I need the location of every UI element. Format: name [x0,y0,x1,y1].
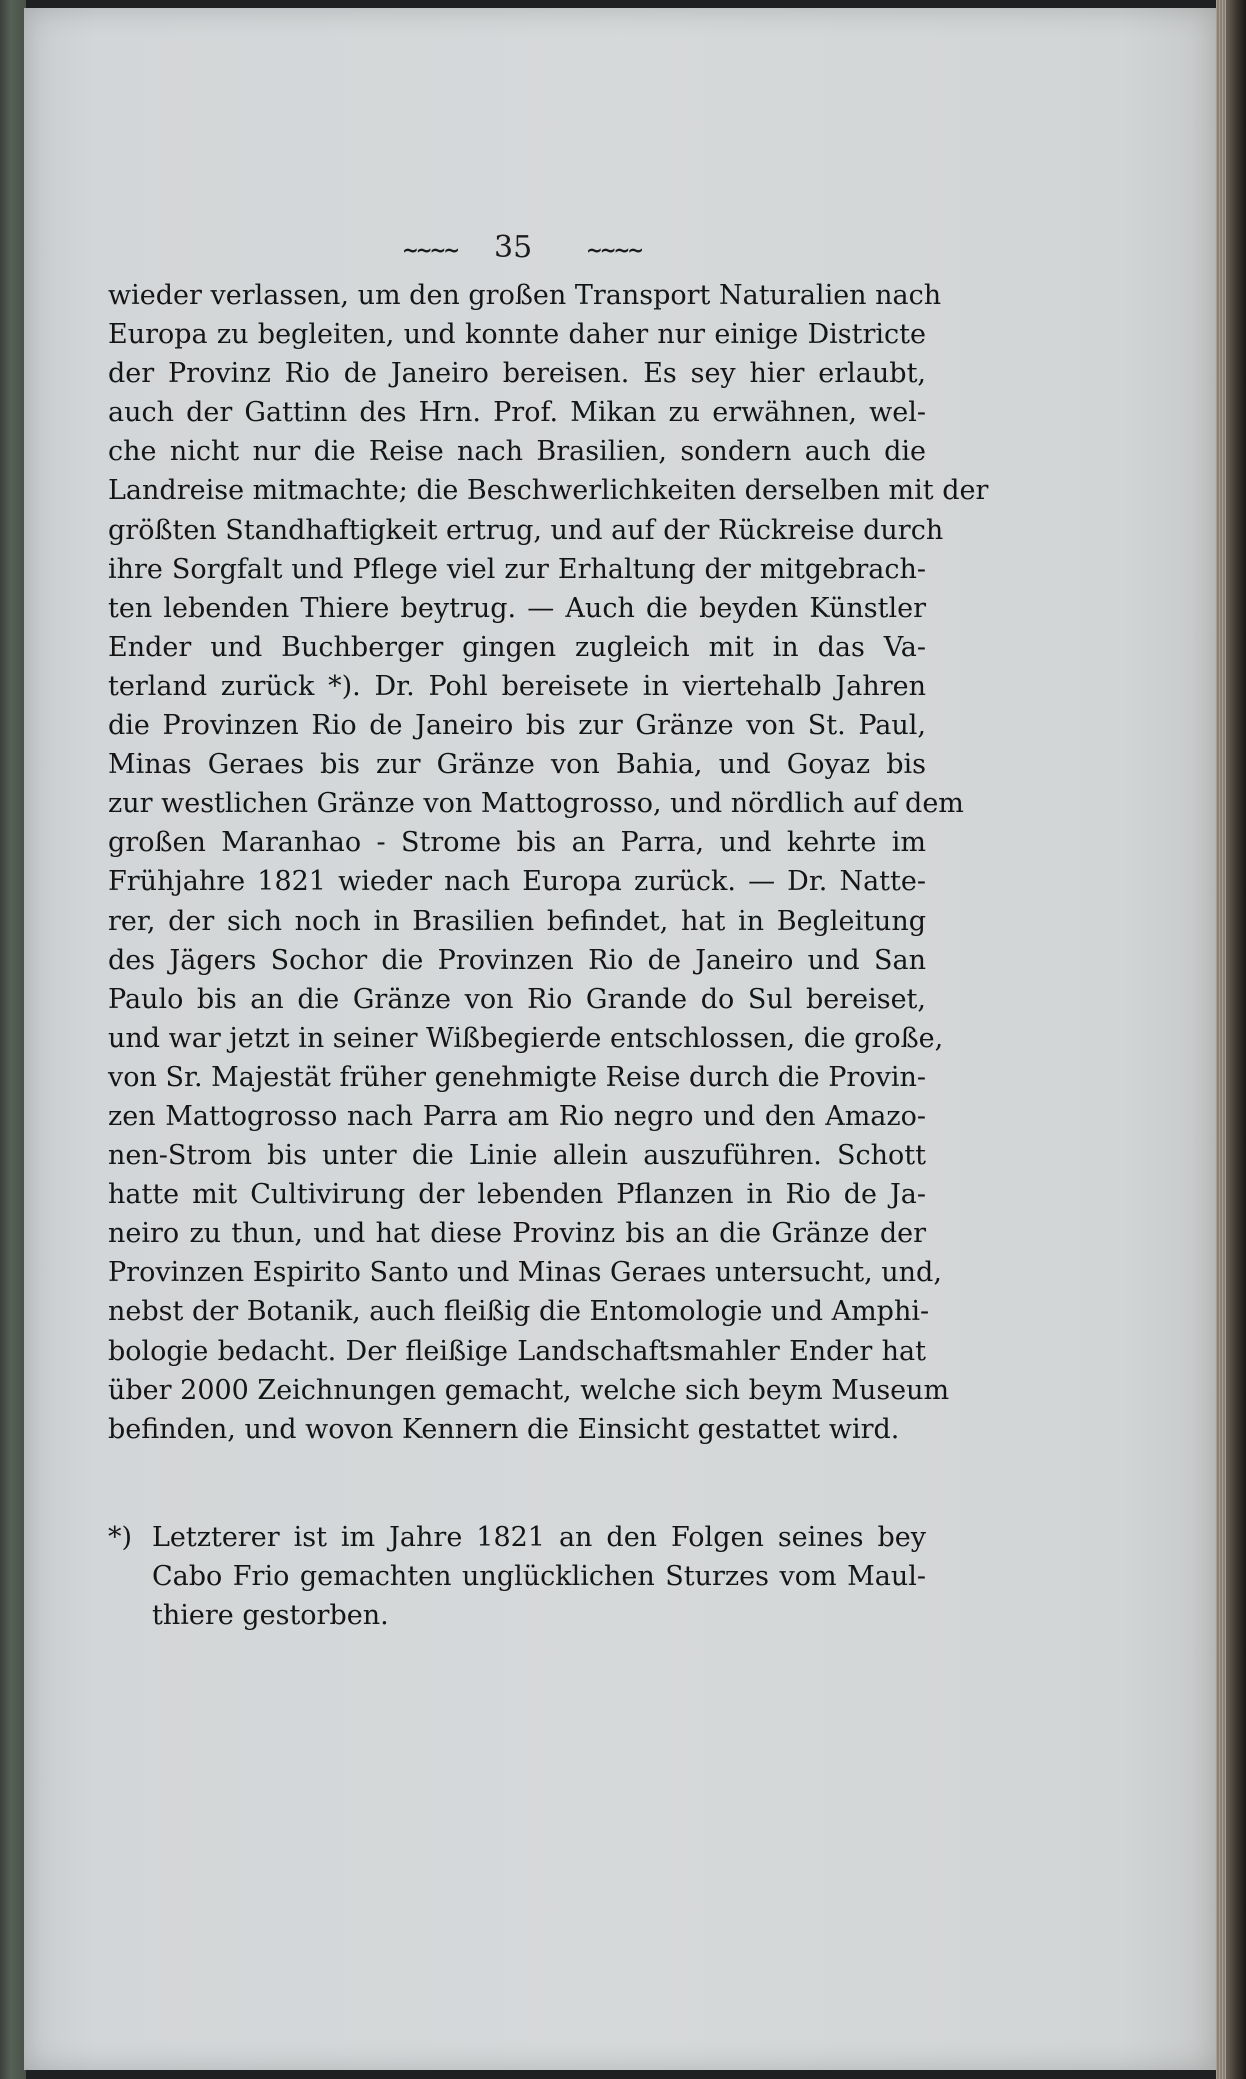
book-page [24,8,1216,2070]
text-line: rer, der sich noch in Brasilien befindet, hat in Begleitung [108,905,926,937]
text-line: ihre Sorgfalt und Pflege viel zur Erhaltung der mitgebrach- [108,553,926,585]
text-line: Landreise mitmachte; die Beschwerlichkeiten derselben mit der [108,475,989,507]
body-text [108,276,989,1449]
text-line: wieder verlassen, um den großen Transport Naturalien nach [108,280,942,311]
text-line: Ender und Buchberger gingen zugleich mit in das Va- [108,631,926,663]
text-line: terland zurück *). Dr. Pohl bereisete in viertehalb Jahren [108,670,926,702]
text-line: hatte mit Cultivirung der lebenden Pflanzen in Rio de Ja- [108,1179,926,1211]
text-line: nebst der Botanik, auch fleißig die Entomologie und Amphi- [108,1296,930,1328]
text-line: Paulo bis an die Gränze von Rio Grande do Sul bereiset, [108,983,926,1015]
text-line: zur westlichen Gränze von Mattogrosso, und nördlich auf dem [108,788,964,820]
left-page-edge [0,0,26,2079]
text-line: bologie bedacht. Der fleißige Landschaftsmahler Ender hat [108,1335,926,1367]
text-line: Europa zu begleiten, und konnte daher nur einige Districte [108,319,926,351]
header-ornament-left: ~~~~ [402,238,458,262]
footnote-line: thiere gestorben. [152,1600,389,1631]
footnote-line: Letzterer ist im Jahre 1821 an den Folgen seines bey [152,1522,926,1553]
text-line: großen Maranhao - Strome bis an Parra, und kehrte im [108,827,926,859]
page-number: 35 [494,230,533,265]
text-line: ten lebenden Thiere beytrug. — Auch die beyden Künstler [108,592,926,624]
text-line: Minas Geraes bis zur Gränze von Bahia, und Goyaz bis [108,749,926,781]
text-line: Provinzen Espirito Santo und Minas Geraes untersucht, und, [108,1257,942,1289]
right-page-edge [1216,0,1246,2079]
text-line: der Provinz Rio de Janeiro bereisen. Es sey hier erlaubt, [108,358,926,390]
text-line: che nicht nur die Reise nach Brasilien, sondern auch die [108,436,926,468]
page-header [394,230,644,266]
text-line: die Provinzen Rio de Janeiro bis zur Gränze von St. Paul, [108,710,926,742]
footnote [108,1518,926,1635]
text-line: Frühjahre 1821 wieder nach Europa zurück. — Dr. Natte- [108,866,926,898]
text-line: neiro zu thun, und hat diese Provinz bis an die Gränze der [108,1218,926,1250]
text-line: und war jetzt in seiner Wißbegierde entschlossen, die große, [108,1022,944,1054]
text-line: über 2000 Zeichnungen gemacht, welche sich beym Museum [108,1374,950,1406]
text-line: befinden, und wovon Kennern die Einsicht gestattet wird. [108,1413,900,1445]
header-ornament-right: ~~~~ [586,238,642,262]
text-line: zen Mattogrosso nach Parra am Rio negro und den Amazo- [108,1100,926,1132]
text-line: von Sr. Majestät früher genehmigte Reise durch die Provin- [108,1061,926,1093]
text-line: größten Standhaftigkeit ertrug, und auf der Rückreise durch [108,514,944,546]
footnote-line: Cabo Frio gemachten unglücklichen Sturzes vom Maul- [152,1561,926,1592]
footnote-marker: *) [108,1522,133,1553]
text-line: auch der Gattinn des Hrn. Prof. Mikan zu erwähnen, wel- [108,397,926,429]
text-line: des Jägers Sochor die Provinzen Rio de Janeiro und San [108,944,926,976]
text-line: nen-Strom bis unter die Linie allein auszuführen. Schott [108,1140,926,1172]
